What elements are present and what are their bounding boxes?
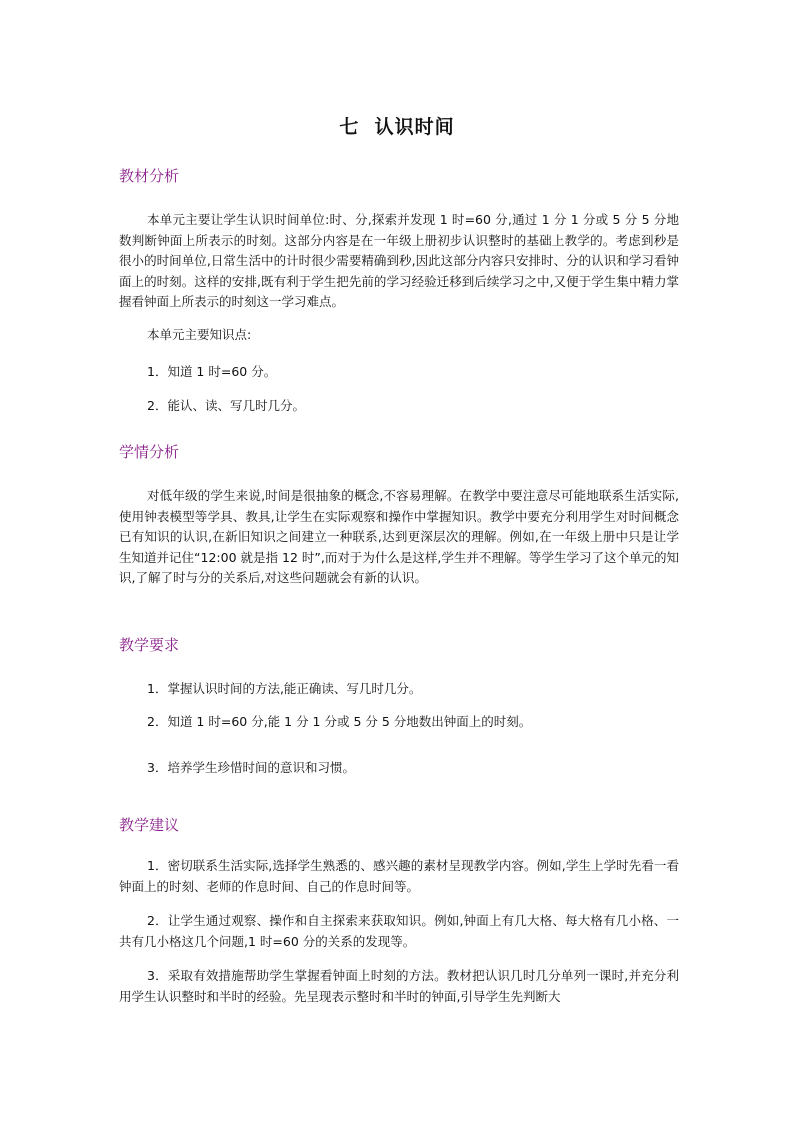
- knowledge-point-1: 1．知道 1 时=60 分。: [147, 364, 277, 379]
- section-heading-suggestions: 教学建议: [119, 816, 180, 834]
- section-heading-requirements: 教学要求: [119, 636, 180, 654]
- knowledge-point-2: 2．能认、读、写几时几分。: [147, 398, 305, 413]
- section-heading-learners: 学情分析: [119, 443, 180, 461]
- knowledge-points-intro: 本单元主要知识点:: [147, 327, 252, 342]
- learners-paragraph: 对低年级的学生来说,时间是很抽象的概念,不容易理解。在教学中要注意尽可能地联系生活实际,使用钟表模型等学具、教具,让学生在实际观察和操作中掌握知识。教学中要充分利用学生对时间概念已有知识的认识,在新旧知识之间建立一种联系,达到更深层次的理解。例如,在一年级上册中只是让学生知道并记住“12:00 就是指 12 时”,而对于为什么是这样,学生并不理解。等学生学习了这个单元的知识,了解了时与分的关系后,对这些问题就会有新的认识。: [119, 488, 679, 585]
- section-heading-analysis: 教材分析: [119, 167, 180, 185]
- requirement-item-1: 1．掌握认识时间的方法,能正确读、写几时几分。: [147, 681, 422, 696]
- suggestion-paragraph-2: 2．让学生通过观察、操作和自主探索来获取知识。例如,钟面上有几大格、每大格有几小格、一共有几小格这几个问题,1 时=60 分的关系的发现等。: [119, 913, 679, 949]
- suggestion-paragraph-1: 1．密切联系生活实际,选择学生熟悉的、感兴趣的素材呈现教学内容。例如,学生上学时先看一看钟面上的时刻、老师的作息时间、自己的作息时间等。: [119, 858, 679, 894]
- page-title: 七 认识时间: [339, 116, 455, 138]
- requirement-item-3: 3．培养学生珍惜时间的意识和习惯。: [147, 760, 355, 775]
- requirement-item-2: 2．知道 1 时=60 分,能 1 分 1 分或 5 分 5 分地数出钟面上的时刻。: [147, 714, 532, 729]
- suggestion-paragraph-3: 3．采取有效措施帮助学生掌握看钟面上时刻的方法。教材把认识几时几分单列一课时,并充分利用学生认识整时和半时的经验。先呈现表示整时和半时的钟面,引导学生先判断大: [119, 968, 679, 1004]
- analysis-paragraph: 本单元主要让学生认识时间单位:时、分,探索并发现 1 时=60 分,通过 1 分 1 分或 5 分 5 分地数判断钟面上所表示的时刻。这部分内容是在一年级上册初步认识整时的基础上教学的。考虑到秒是很小的时间单位,日常生活中的计时很少需要精确到秒,因此这部分内容只安排时、分的认识和学习看钟面上的时刻。这样的安排,既有利于学生把先前的学习经验迁移到后续学习之中,又便于学生集中精力掌握看钟面上所表示的时刻这一学习难点。: [119, 212, 679, 309]
